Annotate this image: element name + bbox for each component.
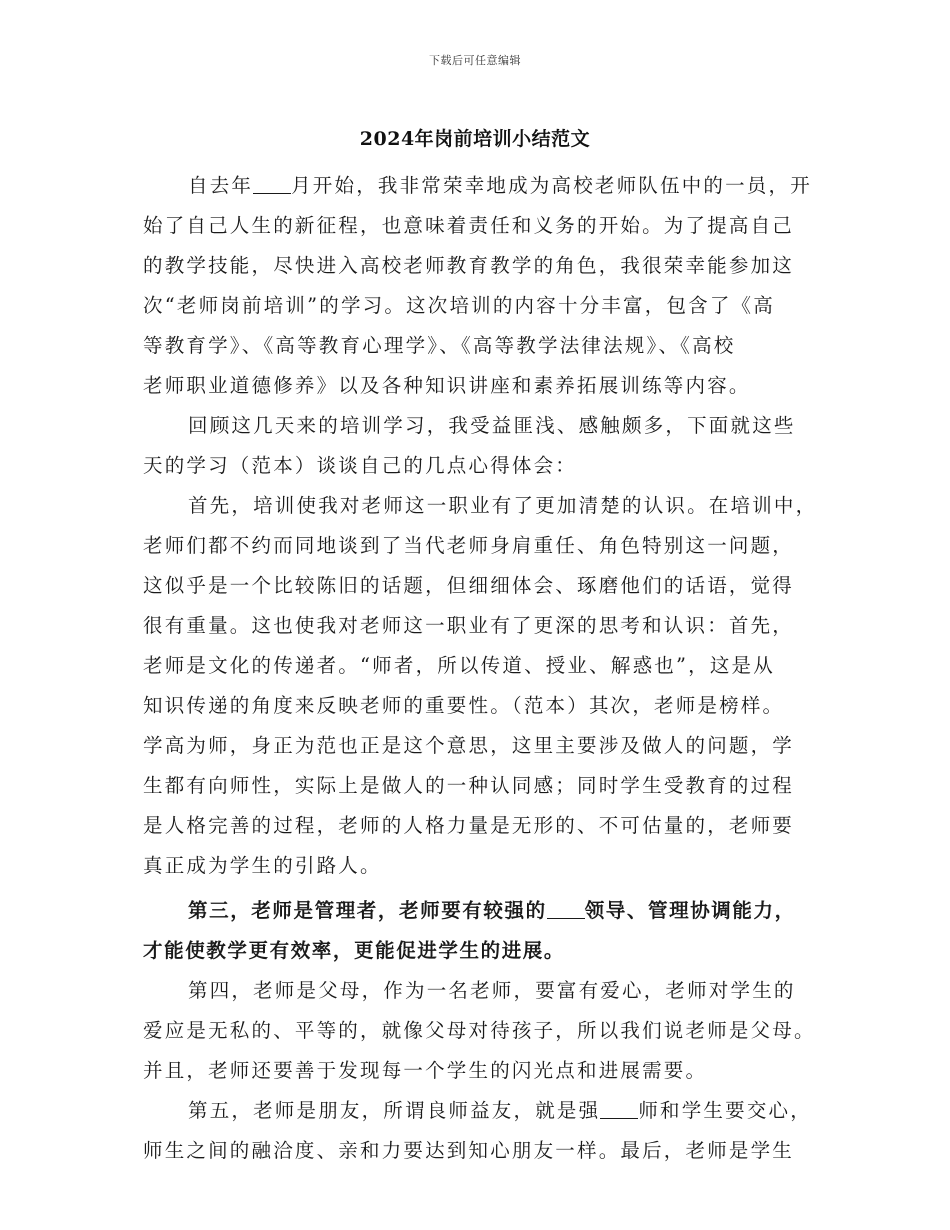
text-line: 老师们都不约而同地谈到了当代老师身肩重任、角色特别这一问题， xyxy=(143,534,795,557)
text-line: 第四，老师是父母，作为一名老师，要富有爱心，老师对学生的 xyxy=(188,979,796,1002)
text-segment: 第三，老师是管理者，老师要有较强的 xyxy=(188,899,547,922)
text-line: 知识传递的角度来反映老师的重要性。（范本）其次，老师是榜样。 xyxy=(143,694,785,717)
paragraph-p6 xyxy=(143,1091,825,1171)
text-segment: 领导、管理协调能力， xyxy=(584,899,796,922)
fill-in-blank xyxy=(547,898,585,919)
text-line: 首先，培训使我对老师这一职业有了更加清楚的认识。在培训中， xyxy=(188,494,818,517)
text-line: 天的学习（范本）谈谈自己的几点心得体会： xyxy=(143,454,578,477)
text-line: 很有重量。这也使我对老师这一职业有了更深的思考和认识：首先， xyxy=(143,614,795,637)
text-line: 老师职业道德修养》以及各种知识讲座和素养拓展训练等内容。 xyxy=(143,374,751,397)
text-line: 回顾这几天来的培训学习，我受益匪浅、感触颇多，下面就这些 xyxy=(188,414,796,437)
text-line: 师生之间的融洽度、亲和力要达到知心朋友一样。最后，老师是学生 xyxy=(143,1139,795,1162)
paragraph-p5 xyxy=(143,971,825,1091)
fill-in-blank xyxy=(600,1098,638,1119)
text-line: 老师是文化的传递者。“师者，所以传道、授业、解惑也”，这是从 xyxy=(143,654,775,677)
text-segment: 月开始，我非常荣幸地成为高校老师队伍中的一员，开 xyxy=(291,174,812,197)
text-line: 生都有向师性，实际上是做人的一种认同感；同时学生受教育的过程 xyxy=(143,774,795,797)
text-segment: 师和学生要交心， xyxy=(638,1099,812,1122)
text-line xyxy=(143,891,825,931)
text-segment: 第五，老师是朋友，所谓良师益友，就是强 xyxy=(188,1099,601,1122)
text-line: 的教学技能，尽快进入高校老师教育教学的角色，我很荣幸能参加这 xyxy=(143,254,795,277)
paragraph-p1 xyxy=(143,166,825,406)
text-segment: 自去年 xyxy=(188,174,254,197)
text-line: 学高为师，身正为范也正是这个意思，这里主要涉及做人的问题，学 xyxy=(143,734,795,757)
document-body xyxy=(143,166,825,1171)
text-line: 爱应是无私的、平等的，就像父母对待孩子，所以我们说老师是父母。 xyxy=(143,1019,816,1042)
paragraph-p4 xyxy=(143,891,825,971)
header-note: 下载后可任意编辑 xyxy=(429,54,521,67)
text-line: 是人格完善的过程，老师的人格力量是无形的、不可估量的，老师要 xyxy=(143,814,795,837)
text-line: 并且，老师还要善于发现每一个学生的闪光点和进展需要。 xyxy=(143,1059,708,1082)
fill-in-blank xyxy=(253,173,291,194)
text-line: 等教育学》、《高等教育心理学》、《高等教学法律法规》、《高校 xyxy=(143,334,736,357)
document-title: 2024年岗前培训小结范文 xyxy=(359,128,591,150)
paragraph-p3 xyxy=(143,486,825,886)
paragraph-p2 xyxy=(143,406,825,486)
text-line: 才能使教学更有效率，更能促进学生的进展。 xyxy=(143,939,566,962)
text-line xyxy=(143,166,825,206)
text-line: 次“老师岗前培训”的学习。这次培训的内容十分丰富，包含了《高 xyxy=(143,294,775,317)
text-line: 真正成为学生的引路人。 xyxy=(143,854,382,877)
text-line: 始了自己人生的新征程，也意味着责任和义务的开始。为了提高自己 xyxy=(143,214,795,237)
text-line: 这似乎是一个比较陈旧的话题，但细细体会、琢磨他们的话语，觉得 xyxy=(143,574,795,597)
text-line xyxy=(143,1091,825,1131)
